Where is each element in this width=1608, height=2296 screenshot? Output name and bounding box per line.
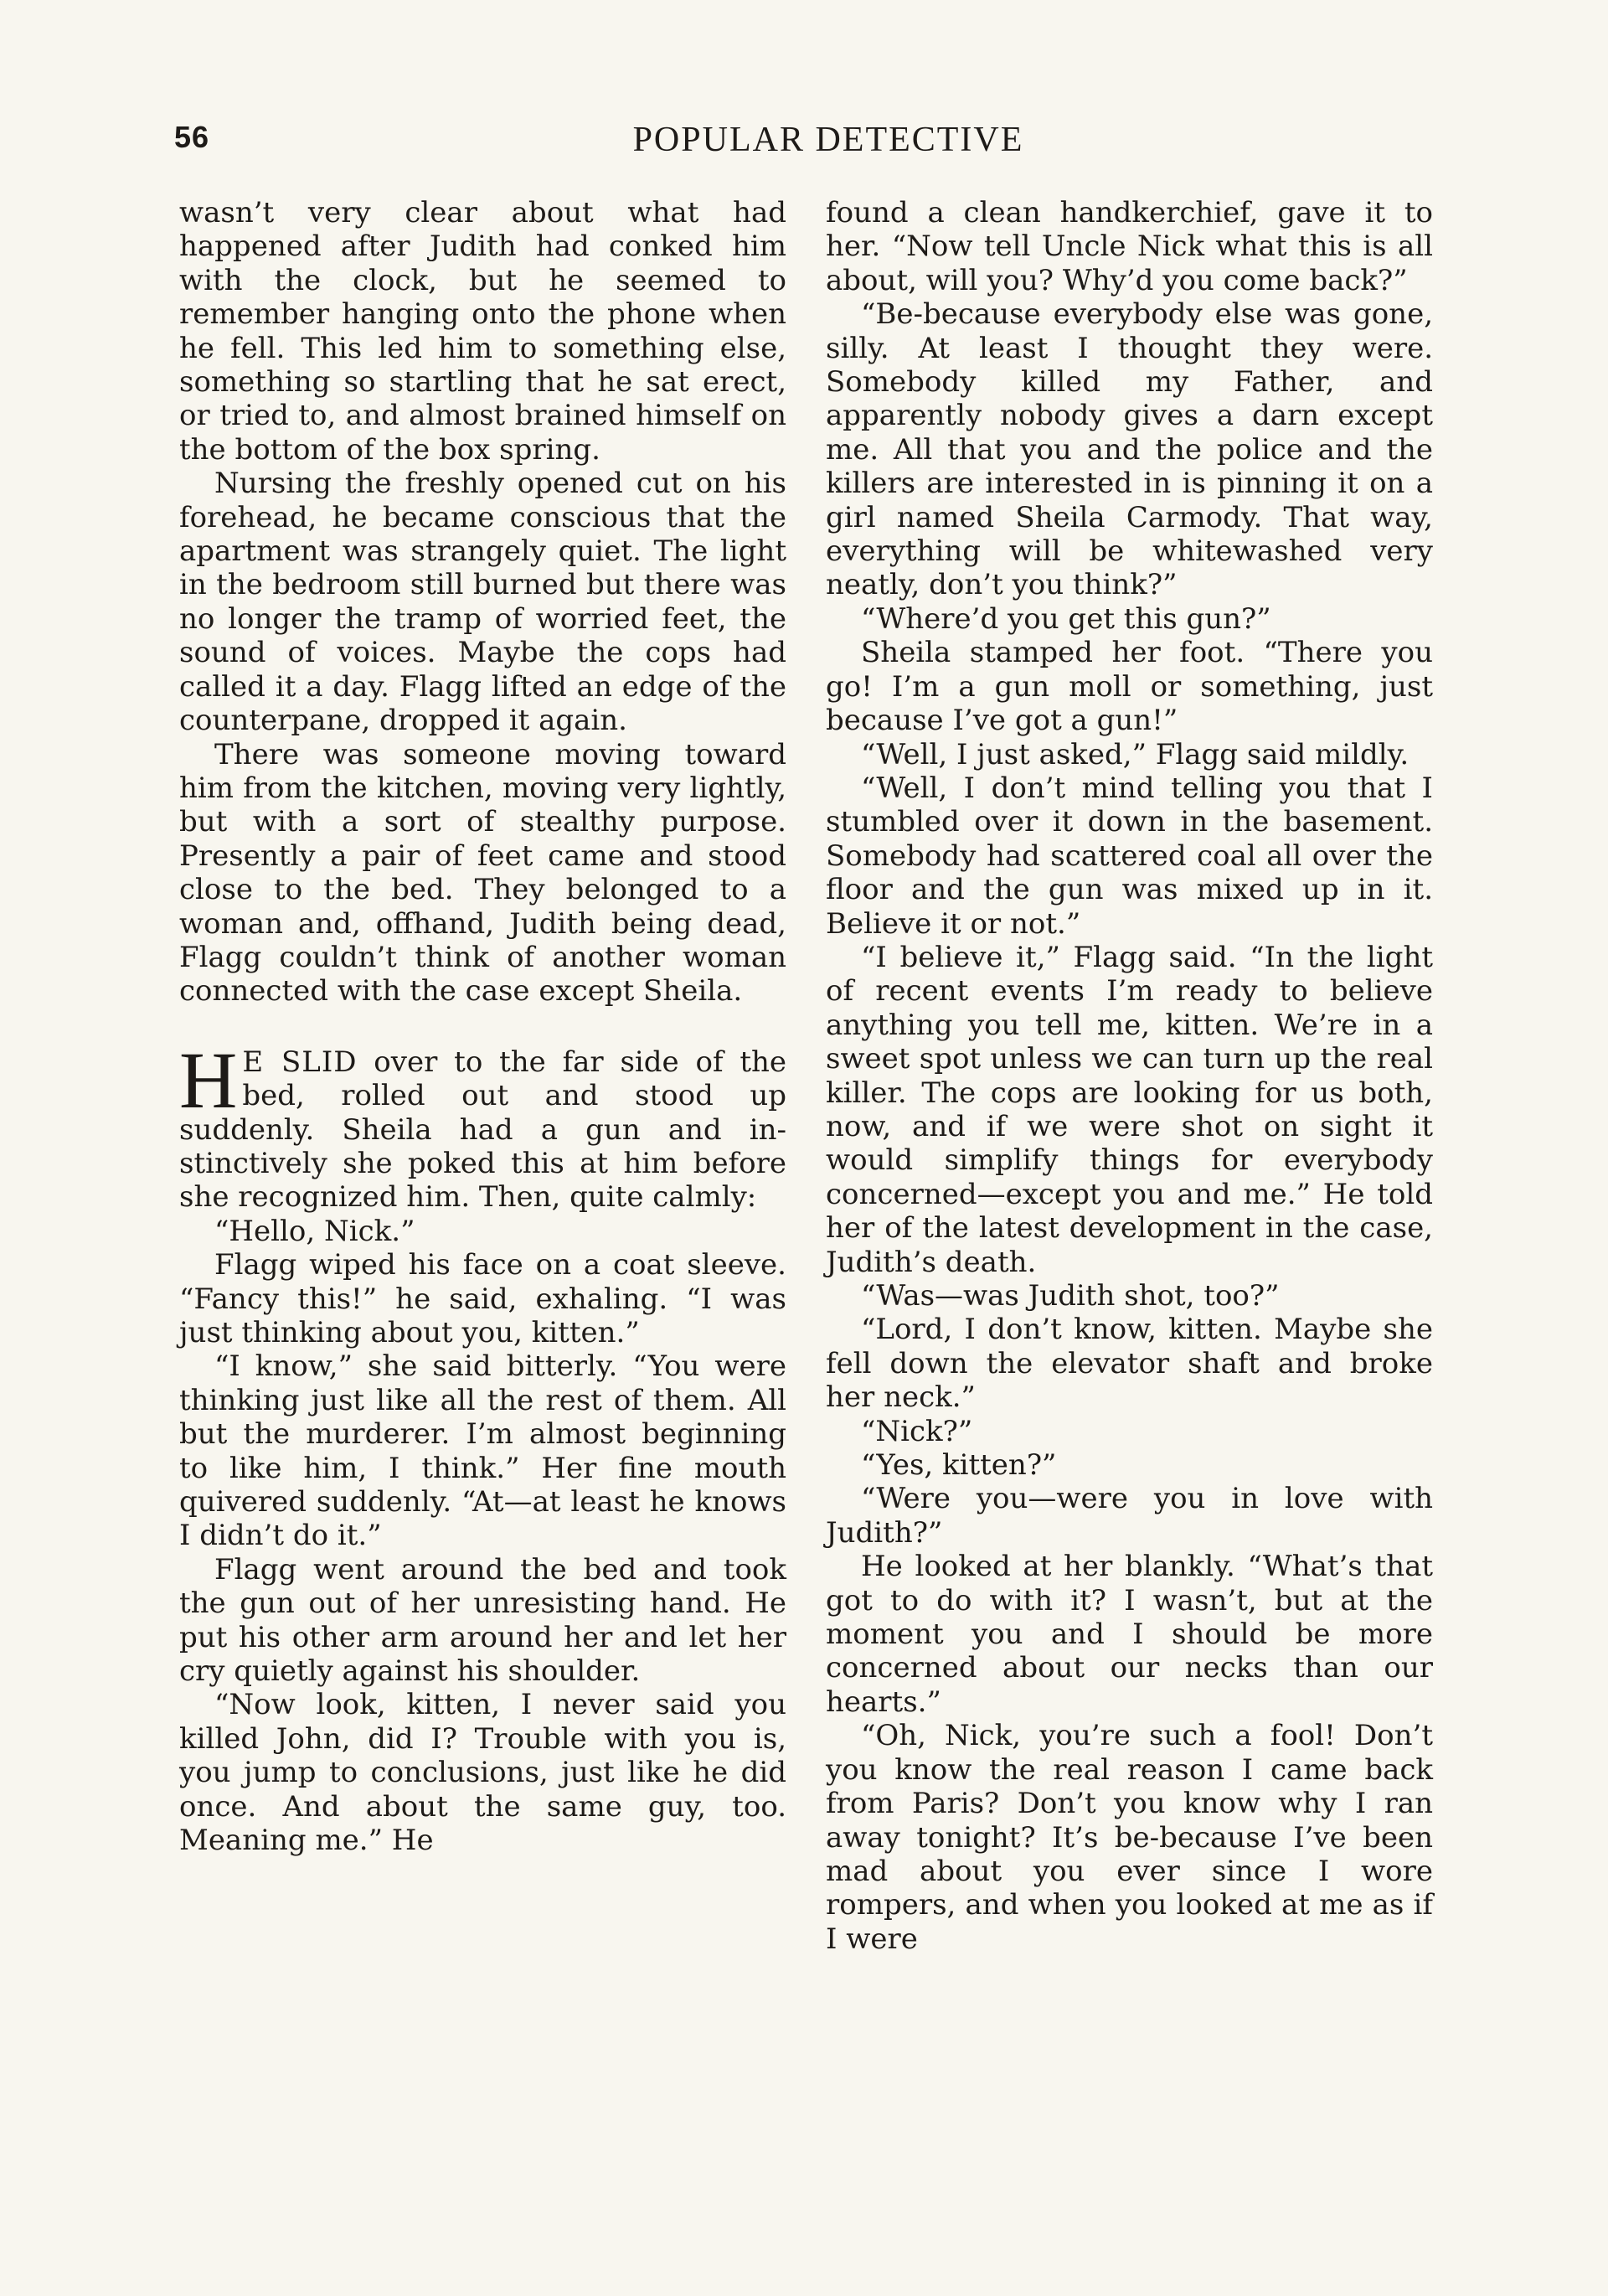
paragraph: Flagg went around the bed and took the gun out of her unresisting hand. He put his other arm around her and let her cry quietly against his shoulder.: [179, 1552, 786, 1689]
paragraph: found a clean handkerchief, gave it to her. “Now tell Uncle Nick what this is all about, will you? Why’d you come back?”: [826, 196, 1433, 297]
paragraph: Sheila stamped her foot. “There you go! I’m a gun moll or something, just because I’ve got a gun!”: [826, 636, 1433, 738]
paragraph: “Hello, Nick.”: [214, 1214, 415, 1248]
paragraph: He looked at her blankly. “What’s that got to do with it? I wasn’t, but at the moment you and I should be more concerned about our necks than our hearts.”: [826, 1550, 1433, 1719]
paragraph-text: over to the far side of the bed, rolled out and stood up suddenly. Sheila had a gun and instinctively she poked this at him before she recognized him. Then, quite calmly:: [179, 1045, 787, 1215]
right-column: [826, 196, 1433, 1956]
paragraph: “Where’d you get this gun?”: [861, 601, 1271, 636]
paragraph: “Nick?”: [861, 1414, 973, 1448]
paragraph: “Well, I just asked,” Flagg said mildly.: [861, 737, 1410, 771]
section-break: [179, 1009, 786, 1045]
paragraph: “I know,” she said bitterly. “You were thinking just like all the rest of them. All but the murderer. I’m almost beginning to like him, I think.” Her fine mouth quivered suddenly. “At—at least he knows I didn’t do it.”: [179, 1349, 786, 1553]
page-number: 56: [174, 120, 210, 154]
left-column: [179, 196, 786, 1858]
paragraph: “Was—was Judith shot, too?”: [861, 1279, 1280, 1313]
paragraph: “Lord, I don’t know, kitten. Maybe she fell down the elevator shaft and broke her neck.”: [826, 1313, 1433, 1415]
paragraph: “I believe it,” Flagg said. “In the light of recent events I’m ready to believe anything you tell me, kitten. We’re in a sweet spot unless we can turn up the real killer. The cops are looking for us both, now, and if we were shot on sight it would simplify things for everybody concerned—except you and me.” He told her of the latest development in the case, Judith’s death.: [826, 940, 1433, 1279]
paragraph: “Be-because everybody else was gone, silly. At least I thought they were. Somebody killed my Father, and apparently nobody gives a darn except me. All that you and the police and the killers are interested in is pinning it on a girl named Sheila Carmody. That way, everything will be whitewashed very neatly, don’t you think?”: [826, 297, 1433, 602]
page-header: [174, 120, 1432, 167]
running-title: POPULAR DETECTIVE: [632, 121, 1024, 159]
paragraph: “Oh, Nick, you’re such a fool! Don’t you know the real reason I came back from Paris? Don’t you know why I ran away tonight? It’s be-because I’ve been mad about you ever since I wore rompers, and when you looked at me as if I were: [826, 1719, 1433, 1956]
paragraph: “Now look, kitten, I never said you killed John, did I? Trouble with you is, you jump to conclusions, just like he did once. And about the same guy, too. Meaning me.” He: [179, 1688, 786, 1858]
paragraph: “Well, I don’t mind telling you that I stumbled over it down in the basement. Somebody had scattered coal all over the floor and the gun was mixed up in it. Believe it or not.”: [826, 771, 1433, 941]
paragraph: “Yes, kitten?”: [861, 1448, 1057, 1483]
paragraph: “Were you—were you in love with Judith?”: [826, 1482, 1433, 1550]
paragraph: Flagg wiped his face on a coat sleeve. “Fancy this!” he said, exhaling. “I was just thinking about you, kitten.”: [179, 1248, 786, 1349]
section-lead-in: E SLID: [242, 1045, 358, 1079]
section-opening-paragraph: [179, 1034, 787, 1215]
paragraph: There was someone moving toward him from the kitchen, moving very lightly, but with a sort of stealthy purpose. Presently a pair of feet came and stood close to the bed. They belonged to a woman and, offhand, Judith being dead, Flagg couldn’t think of another woman connected with the case except Sheila.: [179, 737, 786, 1009]
paragraph: wasn’t very clear about what had happened after Judith had conked him with the clock, but he seemed to remember hanging onto the phone when he fell. This led him to something else, something so startling that he sat erect, or tried to, and almost brained himself on the bottom of the box spring.: [179, 196, 786, 467]
drop-cap: H: [179, 1034, 238, 1125]
paragraph: Nursing the freshly opened cut on his forehead, he became conscious that the apartment was strangely quiet. The light in the bedroom still burned but there was no longer the tramp of worried feet, the sound of voices. Maybe the cops had called it a day. Flagg lifted an edge of the counterpane, dropped it again.: [179, 467, 786, 738]
